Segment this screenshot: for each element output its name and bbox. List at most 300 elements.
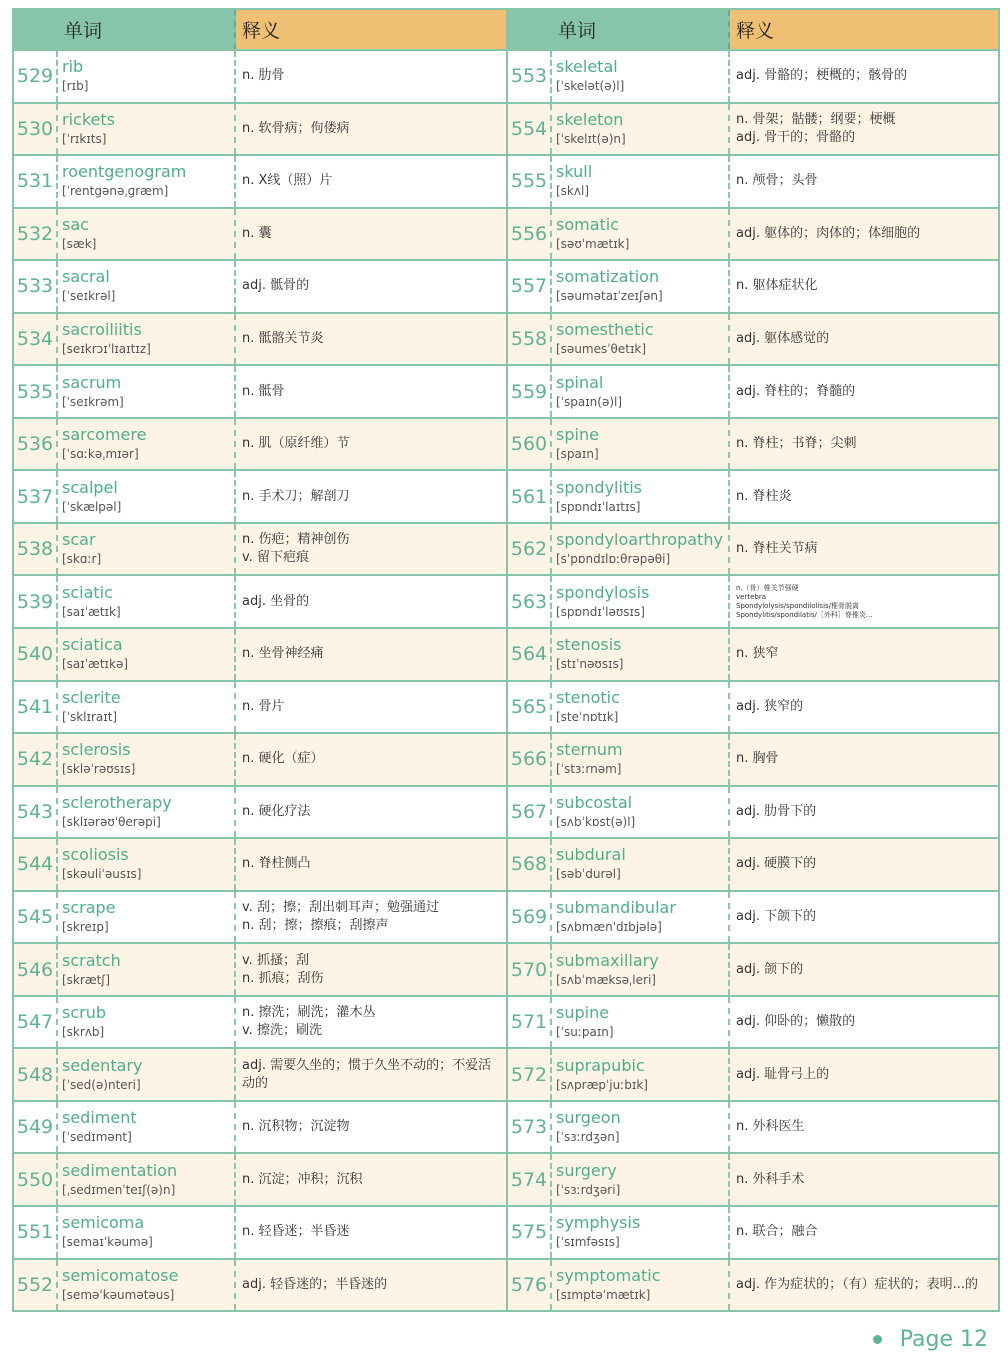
definition: n. 外科医生 xyxy=(736,1119,805,1135)
entry-number: 546 xyxy=(14,944,58,995)
definition: n. 脊柱炎 xyxy=(736,488,792,504)
entry-number: 566 xyxy=(508,734,552,785)
table-row xyxy=(508,787,998,840)
entry-number: 572 xyxy=(508,1049,552,1100)
phonetic: [ˈskelɪt(ə)n] xyxy=(556,131,626,146)
word-cell xyxy=(552,51,730,102)
definition: n. 狭窄 xyxy=(736,646,779,662)
word-cell xyxy=(58,944,236,995)
entry-number: 568 xyxy=(508,839,552,890)
definition: n.（骨）椎关节强硬 vertebra Spondylolysis/spondilolisis/椎骨脱离 Spondylitis/spondilatis/［外科］脊椎炎... xyxy=(736,583,873,619)
entry-number: 549 xyxy=(14,1102,58,1153)
definition: n. 骨架；骷髅；纲要；梗概 adj. 骨干的；骨骼的 xyxy=(736,111,896,145)
word: spinal xyxy=(556,372,604,392)
word-cell xyxy=(552,471,730,522)
word-cell xyxy=(58,261,236,312)
word-cell xyxy=(58,1154,236,1205)
table-row xyxy=(14,1102,506,1155)
word: somesthetic xyxy=(556,320,654,339)
phonetic: [səʊˈmætɪk] xyxy=(556,236,630,251)
word-cell xyxy=(58,104,236,155)
word: spondylitis xyxy=(556,477,642,497)
word: skeleton xyxy=(556,109,624,129)
table-row xyxy=(14,576,506,629)
word: stenotic xyxy=(556,687,620,707)
definition: n. 骨片 xyxy=(242,698,285,714)
word-cell xyxy=(58,839,236,890)
entry-number: 541 xyxy=(14,682,58,733)
word: sediment xyxy=(62,1108,137,1128)
phonetic: [sʌpræpˈjuːbɪk] xyxy=(556,1077,648,1092)
entry-number: 571 xyxy=(508,997,552,1048)
word: surgery xyxy=(556,1160,617,1180)
word-cell xyxy=(58,997,236,1048)
word: spondyloarthropathy xyxy=(556,530,723,550)
left-column-group xyxy=(14,10,506,1310)
word: sciatica xyxy=(62,635,123,655)
definition: n. 联合；融合 xyxy=(736,1224,818,1240)
phonetic: [sʌbmænˈdɪbjələ] xyxy=(556,920,662,935)
entry-number: 574 xyxy=(508,1154,552,1205)
word: roentgenogram xyxy=(62,162,187,182)
phonetic: [skrʌb] xyxy=(62,1025,105,1040)
word: semicoma xyxy=(62,1213,145,1233)
bullet-dot-icon xyxy=(873,1335,882,1344)
table-row xyxy=(508,1049,998,1102)
word: sciatic xyxy=(62,582,113,602)
word: scrape xyxy=(62,898,116,918)
phonetic: [skɑːr] xyxy=(62,552,102,567)
word: sclerotherapy xyxy=(62,792,172,812)
entry-number: 562 xyxy=(508,524,552,575)
word-cell xyxy=(58,892,236,943)
table-row xyxy=(14,419,506,472)
table-row xyxy=(508,734,998,787)
phonetic: [səumesˈθetɪk] xyxy=(556,342,647,356)
table-row xyxy=(508,314,998,367)
table-row xyxy=(508,471,998,524)
definition: n. 软骨病；佝偻病 xyxy=(242,120,350,136)
phonetic: [semaɪˈkəumə] xyxy=(62,1235,153,1250)
entry-number: 570 xyxy=(508,944,552,995)
phonetic: [ˈstɜːrnəm] xyxy=(556,762,622,777)
word: symphysis xyxy=(556,1213,641,1233)
word: scalpel xyxy=(62,477,118,497)
phonetic: [spɒndɪˈlaɪtɪs] xyxy=(556,499,641,514)
definition: v. 刮；擦；刮出刺耳声；勉强通过 n. 刮；擦；擦痕；刮擦声 xyxy=(242,900,439,934)
entry-number: 540 xyxy=(14,629,58,680)
definition: adj. 骨骼的；梗概的；骸骨的 xyxy=(736,68,908,84)
table-row xyxy=(14,314,506,367)
word-cell xyxy=(552,209,730,260)
word-cell xyxy=(552,1049,730,1100)
word: sclerosis xyxy=(62,740,131,760)
word-cell xyxy=(58,524,236,575)
table-row xyxy=(508,892,998,945)
table-row xyxy=(14,156,506,209)
phonetic: [ˈspaɪn(ə)l] xyxy=(556,394,623,409)
word: rib xyxy=(62,57,84,77)
table-row xyxy=(508,366,998,419)
word: sacroiliitis xyxy=(62,320,142,339)
table-row xyxy=(14,629,506,682)
definition: n. 胸骨 xyxy=(736,751,779,767)
table-row xyxy=(508,1207,998,1260)
word: symptomatic xyxy=(556,1265,661,1285)
entry-number: 548 xyxy=(14,1049,58,1100)
entry-number: 569 xyxy=(508,892,552,943)
table-row xyxy=(14,944,506,997)
word-cell xyxy=(58,366,236,417)
table-row xyxy=(508,1102,998,1155)
definition: adj. 轻昏迷的；半昏迷的 xyxy=(242,1276,388,1292)
table-row xyxy=(508,261,998,314)
entry-number: 561 xyxy=(508,471,552,522)
word-cell xyxy=(58,1260,236,1311)
table-row xyxy=(14,261,506,314)
definition: adj. 耻骨弓上的 xyxy=(736,1066,830,1082)
definition: v. 抓搔；刮 n. 抓痕；刮伤 xyxy=(242,952,324,986)
phonetic: [ˈsuːpaɪn] xyxy=(556,1025,614,1040)
table-row xyxy=(14,209,506,262)
table-row xyxy=(14,1154,506,1207)
phonetic: [ˈskælpəl] xyxy=(62,499,122,514)
word: sacral xyxy=(62,267,110,287)
phonetic: [saɪˈætɪk] xyxy=(62,604,121,619)
phonetic: [ˈseɪkrəl] xyxy=(62,289,116,304)
phonetic: [skləˈrəʊsɪs] xyxy=(62,762,136,777)
table-row xyxy=(508,576,998,629)
definition: n. 坐骨神经痛 xyxy=(242,646,324,662)
word: suprapubic xyxy=(556,1055,645,1075)
word-cell xyxy=(58,51,236,102)
word-cell xyxy=(58,1102,236,1153)
phonetic: [sʌbˈmæksəˌleri] xyxy=(556,972,656,987)
word: semicomatose xyxy=(62,1265,179,1285)
table-row xyxy=(508,419,998,472)
word: sclerite xyxy=(62,687,121,707)
definition: adj. 骶骨的 xyxy=(242,278,310,294)
table-row xyxy=(508,524,998,577)
entry-number: 534 xyxy=(14,314,58,365)
word-cell xyxy=(552,524,730,575)
entry-number: 554 xyxy=(508,104,552,155)
phonetic: [ˈsɜːrdʒəri] xyxy=(556,1182,621,1197)
word: submandibular xyxy=(556,898,676,918)
entry-number: 529 xyxy=(14,51,58,102)
header-definition: 释义 xyxy=(236,10,506,49)
word: sedentary xyxy=(62,1055,143,1075)
phonetic: [skrætʃ] xyxy=(62,972,111,987)
table-row xyxy=(508,156,998,209)
right-column-group xyxy=(506,10,998,1310)
phonetic: [ˈsɑːkəˌmɪər] xyxy=(62,447,139,462)
word: supine xyxy=(556,1003,610,1023)
word: scar xyxy=(62,530,96,550)
phonetic: [ˌsedɪmenˈteɪʃ(ə)n] xyxy=(62,1182,176,1197)
definition: n. 沉积物；沉淀物 xyxy=(242,1119,350,1135)
phonetic: [seɪkrɔɪˈlɪaɪtɪz] xyxy=(62,342,151,356)
table-row xyxy=(14,366,506,419)
definition: adj. 脊柱的；脊髓的 xyxy=(736,383,856,399)
entry-number: 559 xyxy=(508,366,552,417)
phonetic: [stɪˈnəʊsɪs] xyxy=(556,657,624,672)
entry-number: 547 xyxy=(14,997,58,1048)
entry-number: 551 xyxy=(14,1207,58,1258)
word-cell xyxy=(552,1102,730,1153)
table-row xyxy=(14,682,506,735)
word-cell xyxy=(552,576,730,627)
word: rickets xyxy=(62,109,115,129)
table-row xyxy=(508,629,998,682)
entry-number: 543 xyxy=(14,787,58,838)
word-cell xyxy=(58,314,236,365)
word-cell xyxy=(58,734,236,785)
word: skeletal xyxy=(556,57,618,77)
header-word: 单词 xyxy=(14,10,236,49)
phonetic: [sɪmptəˈmætɪk] xyxy=(556,1287,651,1302)
phonetic: [skəuliˈəusɪs] xyxy=(62,867,142,882)
definition: n. 脊柱侧凸 xyxy=(242,856,311,872)
word: spine xyxy=(556,425,599,445)
entry-number: 573 xyxy=(508,1102,552,1153)
entry-number: 552 xyxy=(14,1260,58,1311)
entry-number: 535 xyxy=(14,366,58,417)
definition: n. X线（照）片 xyxy=(242,173,333,189)
word-cell xyxy=(552,629,730,680)
phonetic: [ˈrɪkɪts] xyxy=(62,131,107,146)
table-row xyxy=(14,51,506,104)
table-row xyxy=(14,997,506,1050)
right-rows xyxy=(508,51,998,1310)
phonetic: [ˈsedɪmənt] xyxy=(62,1130,132,1145)
table-row xyxy=(508,839,998,892)
word-cell xyxy=(552,261,730,312)
entry-number: 542 xyxy=(14,734,58,785)
phonetic: [saɪˈætɪkə] xyxy=(62,657,129,672)
phonetic: [ˈseɪkrəm] xyxy=(62,394,124,409)
word: stenosis xyxy=(556,635,622,655)
word: scratch xyxy=(62,950,121,970)
phonetic: [səbˈdurəl] xyxy=(556,867,621,882)
word-cell xyxy=(58,576,236,627)
word: submaxillary xyxy=(556,950,659,970)
word: subdural xyxy=(556,845,626,865)
entry-number: 538 xyxy=(14,524,58,575)
phonetic: [ˈsklɪraɪt] xyxy=(62,709,118,724)
word-cell xyxy=(552,419,730,470)
entry-number: 545 xyxy=(14,892,58,943)
table-row xyxy=(14,1049,506,1102)
word: sedimentation xyxy=(62,1160,178,1180)
word-cell xyxy=(58,1049,236,1100)
table-row xyxy=(14,892,506,945)
definition: adj. 坐骨的 xyxy=(242,593,310,609)
table-header xyxy=(14,10,506,51)
definition: n. 脊柱；书脊；尖刺 xyxy=(736,436,857,452)
definition: n. 伤疤；精神创伤 v. 留下疤痕 xyxy=(242,532,350,566)
phonetic: [skreɪp] xyxy=(62,920,109,935)
word-cell xyxy=(58,629,236,680)
entry-number: 553 xyxy=(508,51,552,102)
word-cell xyxy=(58,471,236,522)
table-row xyxy=(508,1260,998,1311)
phonetic: [ˈskelət(ə)l] xyxy=(556,79,625,94)
phonetic: [sˈpɒndɪlɒːθrəpəθi] xyxy=(556,552,671,567)
definition: adj. 下颌下的 xyxy=(736,909,817,925)
word-cell xyxy=(58,787,236,838)
left-rows xyxy=(14,51,506,1310)
entry-number: 576 xyxy=(508,1260,552,1311)
entry-number: 565 xyxy=(508,682,552,733)
entry-number: 567 xyxy=(508,787,552,838)
word: sternum xyxy=(556,740,623,760)
word: somatization xyxy=(556,267,660,287)
word-cell xyxy=(552,734,730,785)
definition: n. 外科手术 xyxy=(736,1171,805,1187)
word: scoliosis xyxy=(62,845,129,865)
word-cell xyxy=(552,1154,730,1205)
word-cell xyxy=(552,104,730,155)
definition: n. 囊 xyxy=(242,225,272,241)
definition: n. 硬化（症） xyxy=(242,751,324,767)
phonetic: [rɪb] xyxy=(62,79,89,94)
definition: adj. 躯体的；肉体的；体细胞的 xyxy=(736,225,921,241)
definition: n. 脊柱关节病 xyxy=(736,541,818,557)
word-cell xyxy=(552,366,730,417)
entry-number: 564 xyxy=(508,629,552,680)
entry-number: 533 xyxy=(14,261,58,312)
entry-number: 544 xyxy=(14,839,58,890)
word-cell xyxy=(58,156,236,207)
definition: adj. 仰卧的；懒散的 xyxy=(736,1014,856,1030)
phonetic: [sæk] xyxy=(62,236,97,251)
table-row xyxy=(14,734,506,787)
phonetic: [ˈsɜːrdʒən] xyxy=(556,1130,620,1145)
definition: n. 躯体症状化 xyxy=(736,278,818,294)
word: sac xyxy=(62,214,89,234)
page-footer xyxy=(873,1327,988,1352)
phonetic: [ˈsed(ə)nteri] xyxy=(62,1077,141,1092)
definition: n. 轻昏迷；半昏迷 xyxy=(242,1224,350,1240)
word-cell xyxy=(58,209,236,260)
word-cell xyxy=(552,787,730,838)
phonetic: [sʌbˈkɒst(ə)l] xyxy=(556,814,636,829)
entry-number: 555 xyxy=(508,156,552,207)
word-cell xyxy=(552,839,730,890)
word: somatic xyxy=(556,214,620,234)
word-cell xyxy=(552,1260,730,1311)
table-row xyxy=(508,997,998,1050)
definition: n. 硬化疗法 xyxy=(242,803,311,819)
definition: n. 骶髂关节炎 xyxy=(242,331,324,346)
definition: adj. 硬膜下的 xyxy=(736,856,817,872)
definition: n. 肋骨 xyxy=(242,68,285,84)
definition: n. 手术刀；解剖刀 xyxy=(242,488,350,504)
word-cell xyxy=(552,156,730,207)
word: skull xyxy=(556,162,593,182)
word: subcostal xyxy=(556,792,633,812)
word-cell xyxy=(552,944,730,995)
header-word: 单词 xyxy=(508,10,730,49)
word-cell xyxy=(552,682,730,733)
phonetic: [spaɪn] xyxy=(556,447,599,462)
definition: adj. 狭窄的 xyxy=(736,698,804,714)
table-row xyxy=(508,1154,998,1207)
table-row xyxy=(14,104,506,157)
definition: adj. 颌下的 xyxy=(736,961,804,977)
vocabulary-table xyxy=(12,8,1000,1312)
table-row xyxy=(508,51,998,104)
entry-number: 560 xyxy=(508,419,552,470)
table-row xyxy=(508,104,998,157)
entry-number: 556 xyxy=(508,209,552,260)
word: scrub xyxy=(62,1003,107,1023)
entry-number: 537 xyxy=(14,471,58,522)
entry-number: 550 xyxy=(14,1154,58,1205)
phonetic: [spɒndɪˈləʊsɪs] xyxy=(556,604,645,619)
word: surgeon xyxy=(556,1108,621,1128)
table-row xyxy=(14,1260,506,1311)
word: spondylosis xyxy=(556,582,650,602)
table-row xyxy=(14,787,506,840)
word-cell xyxy=(58,419,236,470)
word-cell xyxy=(552,997,730,1048)
table-row xyxy=(508,682,998,735)
table-header xyxy=(508,10,998,51)
phonetic: [ˈrentgənəˌɡræm] xyxy=(62,184,169,199)
phonetic: [sklɪərəʊˈθerəpi] xyxy=(62,814,161,829)
entry-number: 536 xyxy=(14,419,58,470)
entry-number: 531 xyxy=(14,156,58,207)
entry-number: 563 xyxy=(508,576,552,627)
word-cell xyxy=(552,314,730,365)
entry-number: 532 xyxy=(14,209,58,260)
phonetic: [seməˈkəumətəus] xyxy=(62,1287,175,1302)
phonetic: [ˈsɪmfəsɪs] xyxy=(556,1235,620,1250)
definition: adj. 躯体感觉的 xyxy=(736,331,830,346)
entry-number: 530 xyxy=(14,104,58,155)
table-row xyxy=(14,471,506,524)
definition: adj. 肋骨下的 xyxy=(736,803,817,819)
entry-number: 575 xyxy=(508,1207,552,1258)
page-number: Page 12 xyxy=(899,1327,988,1352)
table-row xyxy=(14,1207,506,1260)
definition: n. 沉淀；冲积；沉积 xyxy=(242,1171,363,1187)
definition: n. 骶骨 xyxy=(242,383,285,399)
phonetic: [steˈnɒtɪk] xyxy=(556,709,619,724)
header-definition: 释义 xyxy=(730,10,998,49)
definition: adj. 作为症状的；（有）症状的；表明...的 xyxy=(736,1276,978,1292)
phonetic: [səumətaɪˈzeɪʃən] xyxy=(556,289,663,304)
entry-number: 557 xyxy=(508,261,552,312)
definition: adj. 需要久坐的；惯于久坐不动的；不爱活动的 xyxy=(242,1057,492,1091)
word-cell xyxy=(552,1207,730,1258)
word: sarcomere xyxy=(62,425,147,445)
word: sacrum xyxy=(62,372,122,392)
table-row xyxy=(14,524,506,577)
word-cell xyxy=(58,1207,236,1258)
definition: n. 擦洗；刷洗；灌木丛 v. 擦洗；刷洗 xyxy=(242,1005,376,1039)
table-row xyxy=(508,209,998,262)
phonetic: [skʌl] xyxy=(556,184,589,199)
table-row xyxy=(508,944,998,997)
definition: n. 肌（原纤维）节 xyxy=(242,436,350,452)
word-cell xyxy=(58,682,236,733)
word-cell xyxy=(552,892,730,943)
table-row xyxy=(14,839,506,892)
definition: n. 颅骨；头骨 xyxy=(736,173,818,189)
